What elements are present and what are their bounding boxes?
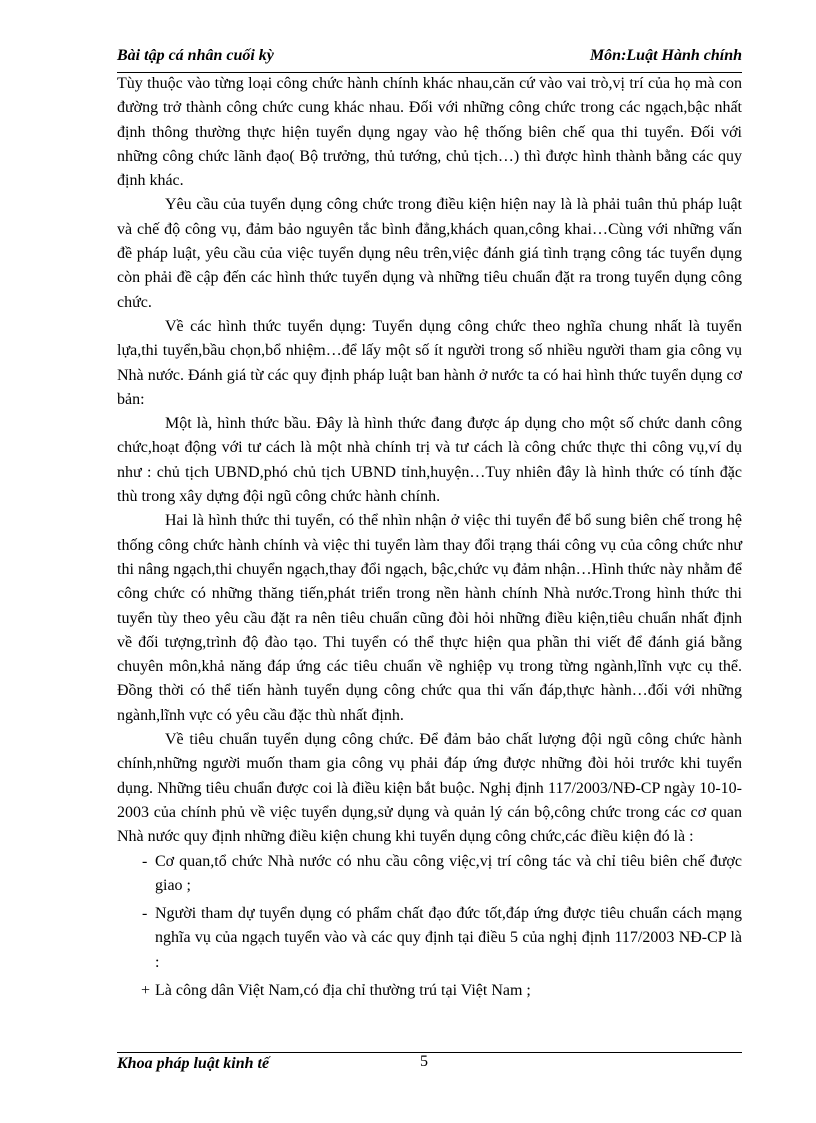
header-subject: Môn:Luật Hành chính bbox=[589, 47, 742, 64]
dash-item-text: Cơ quan,tổ chức Nhà nước có nhu cầu công việc,vị trí công tác và chỉ tiêu biên chế được giao ; bbox=[155, 852, 742, 894]
document-body bbox=[117, 72, 742, 1007]
paragraph-6: Về tiêu chuẩn tuyển dụng công chức. Để đảm bảo chất lượng đội ngũ công chức hành chính,những người muốn tham gia công vụ phải đáp ứng được những đòi hỏi trước khi tuyển dụng. Những tiêu chuẩn được coi là điều kiện bắt buộc. Nghị định 117/2003/NĐ-CP ngày 10-10-2003 của chính phủ về việc tuyển dụng,sử dụng và quản lý cán bộ,công chức trong các cơ quan Nhà nước quy định những điều kiện chung khi tuyển dụng công chức,các điều kiện đó là : bbox=[117, 731, 742, 846]
dash-list-item bbox=[117, 902, 742, 975]
footer-faculty: Khoa pháp luật kinh tế bbox=[117, 1055, 270, 1072]
header-course-title: Bài tập cá nhân cuối kỳ bbox=[117, 47, 274, 64]
paragraph-5: Hai là hình thức thi tuyển, có thể nhìn nhận ở việc thi tuyển để bổ sung biên chế trong hệ thống công chức hành chính và việc thi tuyển làm thay đổi trạng thái công vụ của công chức như thi nâng ngạch,thi chuyển ngạch,thay đổi ngạch, bậc,chức vụ đảm nhận…Hình thức này nhằm để công chức có những thăng tiến,phát triển trong nền hành chính Nhà nước.Trong hình thức thi tuyển tùy theo yêu cầu đặt ra nên tiêu chuẩn cũng đòi hỏi những điều kiện,tiêu chuẩn nhất định về đối tượng,trình độ đào tạo. Thi tuyển có thể thực hiện qua phần thi viết để đánh giá bằng chuyên môn,khả năng đáp ứng các tiêu chuẩn về nghiệp vụ trong từng ngành,lĩnh vực cụ thể. Đồng thời có thể tiến hành tuyển dụng công chức qua thi vấn đáp,thực hành…đối với những ngành,lĩnh vực có yêu cầu đặc thù nhất định. bbox=[117, 512, 742, 724]
paragraph-1: Tùy thuộc vào từng loại công chức hành chính khác nhau,căn cứ vào vai trò,vị trí của họ mà con đường trở thành công chức cung khác nhau. Đối với những công chức trong các ngạch,bậc nhất định thông thường thực hiện tuyển dụng ngay vào hệ thống biên chế qua thi tuyển. Đối với những công chức lãnh đạo( Bộ trưởng, thủ tướng, chủ tịch…) thì được hình thành bằng các quy định khác. bbox=[117, 75, 742, 190]
page-header bbox=[117, 47, 742, 71]
paragraph-4: Một là, hình thức bầu. Đây là hình thức đang được áp dụng cho một số chức danh công chức,hoạt động với tư cách là một nhà chính trị và tư cách là công chức thực thi công vụ,ví dụ như : chủ tịch UBND,phó chủ tịch UBND tỉnh,huyện…Tuy nhiên đây là hình thức có tính đặc thù trong xây dựng đội ngũ công chức hành chính. bbox=[117, 415, 742, 506]
dash-marker: - bbox=[142, 852, 148, 870]
dash-marker: - bbox=[142, 905, 148, 923]
dash-list-item bbox=[117, 850, 742, 899]
page-number: 5 bbox=[420, 1053, 428, 1070]
plus-item-text: Là công dân Việt Nam,có địa chỉ thường trú tại Việt Nam ; bbox=[155, 981, 531, 999]
footer-rule bbox=[117, 1052, 742, 1053]
paragraph-2: Yêu cầu của tuyển dụng công chức trong điều kiện hiện nay là là phải tuân thủ pháp luật và chế độ công vụ, đảm bảo nguyên tắc bình đẳng,khách quan,công khai…Cùng với những vấn đề pháp luật, yêu cầu của việc tuyển dụng nêu trên,việc đánh giá tình trạng công tác tuyển dụng còn phải đề cập đến các hình thức tuyển dụng và những tiêu chuẩn đặt ra trong tuyển dụng công chức. bbox=[117, 196, 742, 311]
dash-item-text: Người tham dự tuyển dụng có phẩm chất đạo đức tốt,đáp ứng được tiêu chuẩn cách mạng nghĩa vụ của ngạch tuyển vào và các quy định tại điều 5 của nghị định 117/2003 NĐ-CP là : bbox=[155, 905, 742, 971]
plus-marker: + bbox=[141, 981, 151, 999]
plus-list-item bbox=[117, 979, 742, 1003]
paragraph-3: Về các hình thức tuyển dụng: Tuyển dụng công chức theo nghĩa chung nhất là tuyển lựa,thi tuyển,bầu chọn,bổ nhiệm…để lấy một số ít người trong số nhiều người tham gia công vụ Nhà nước. Đánh giá từ các quy định pháp luật ban hành ở nước ta có hai hình thức tuyển dụng cơ bản: bbox=[117, 317, 742, 408]
